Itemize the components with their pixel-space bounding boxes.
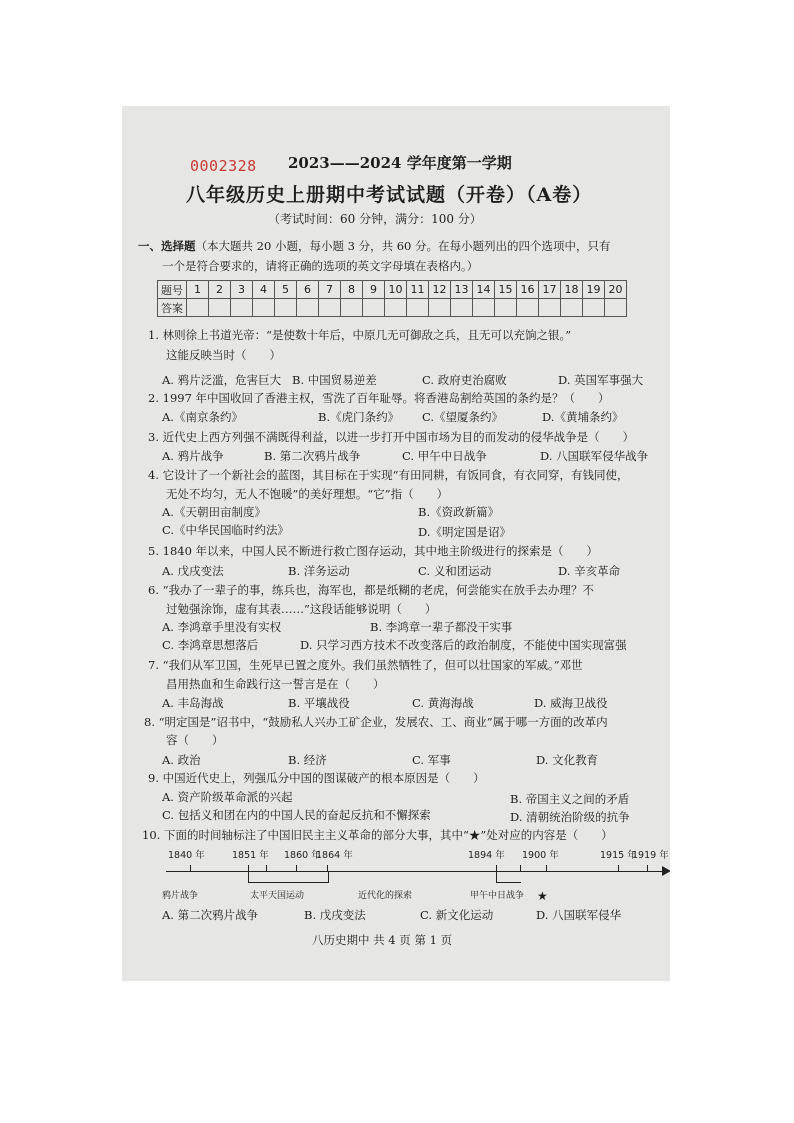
timeline-tick bbox=[496, 865, 497, 872]
timeline-tick bbox=[296, 865, 297, 872]
answer-table bbox=[157, 280, 627, 317]
instruction-line-2: 一个是符合要求的，请将正确的选项的英文字母填在表格内。） bbox=[162, 259, 479, 273]
question-1-option-a: A. 鸦片泛滥，危害巨大 bbox=[162, 373, 282, 387]
question-number-cell: 3 bbox=[231, 281, 253, 299]
answer-cell[interactable] bbox=[429, 299, 451, 317]
timeline-tick bbox=[618, 865, 619, 872]
question-5-stem: 5. 1840 年以来，中国人民不断进行救亡图存运动，其中地主阶级进行的探索是（ ） bbox=[148, 544, 599, 558]
answer-cell[interactable] bbox=[363, 299, 385, 317]
question-number-label: 题号 bbox=[158, 281, 187, 299]
question-number-cell: 12 bbox=[429, 281, 451, 299]
question-1-option-b: B. 中国贸易逆差 bbox=[292, 373, 377, 387]
timeline-year: 1860 年 bbox=[284, 850, 321, 861]
timeline-tick bbox=[546, 865, 547, 872]
school-year: 2023——2024 学年度第一学期 bbox=[288, 154, 512, 172]
timeline-axis bbox=[166, 871, 664, 872]
question-6-option-b: B. 李鸿章一辈子都没干实事 bbox=[370, 620, 513, 634]
answer-cell[interactable] bbox=[539, 299, 561, 317]
question-number-cell: 9 bbox=[363, 281, 385, 299]
question-8-option-a: A. 政治 bbox=[162, 753, 201, 767]
timeline-year: 1900 年 bbox=[522, 850, 559, 861]
question-5-option-d: D. 辛亥革命 bbox=[558, 564, 621, 578]
timeline-tick bbox=[266, 865, 267, 872]
question-2-stem: 2. 1997 年中国收回了香港主权，雪洗了百年耻辱。将香港岛割给英国的条约是？（ ） bbox=[148, 391, 610, 405]
timeline-year: 1851 年 bbox=[232, 850, 269, 861]
answer-cell[interactable] bbox=[605, 299, 627, 317]
question-6-stem: 6. “我办了一辈子的事，练兵也，海军也，都是纸糊的老虎，何尝能实在放手去办理？不 bbox=[148, 583, 595, 597]
question-number-cell: 6 bbox=[297, 281, 319, 299]
answer-cell[interactable] bbox=[319, 299, 341, 317]
question-9-option-d: D. 清朝统治阶级的抗争 bbox=[510, 810, 630, 824]
question-9-option-a: A. 资产阶级革命派的兴起 bbox=[162, 790, 293, 804]
question-3-stem: 3. 近代史上西方列强不满既得利益，以进一步打开中国市场为目的而发动的侵华战争是（ ） bbox=[148, 430, 635, 444]
question-5-option-b: B. 洋务运动 bbox=[288, 564, 350, 578]
question-number-cell: 5 bbox=[275, 281, 297, 299]
timeline-tick bbox=[647, 865, 648, 872]
question-8-stem: 8. “明定国是”诏书中，“鼓励私人兴办工矿企业，发展农、工、商业”属于哪一方面的改革内 bbox=[144, 715, 608, 729]
timeline-year: 1894 年 bbox=[468, 850, 505, 861]
question-number-cell: 16 bbox=[517, 281, 539, 299]
timeline-event: 鸦片战争 bbox=[162, 891, 199, 901]
timeline-year: 1840 年 bbox=[168, 850, 205, 861]
question-number-cell: 10 bbox=[385, 281, 407, 299]
question-5-option-c: C. 义和团运动 bbox=[418, 564, 492, 578]
question-8-stem-cont: 容（ ） bbox=[166, 733, 224, 747]
answer-cell[interactable] bbox=[495, 299, 517, 317]
question-2-option-d: D.《黄埔条约》 bbox=[542, 410, 624, 424]
timeline-tick bbox=[327, 865, 328, 872]
answer-cell[interactable] bbox=[451, 299, 473, 317]
section-heading: 一、选择题 bbox=[138, 239, 196, 253]
answer-cell[interactable] bbox=[385, 299, 407, 317]
answer-label: 答案 bbox=[158, 299, 187, 317]
page-footer: 八历史期中 共 4 页 第 1 页 bbox=[312, 933, 453, 947]
answer-cell[interactable] bbox=[297, 299, 319, 317]
timeline-arrow-icon bbox=[662, 866, 670, 876]
timeline-tick bbox=[190, 865, 191, 872]
question-6-option-a: A. 李鸿章手里没有实权 bbox=[162, 620, 282, 634]
question-6-stem-cont: 过勉强涂饰，虚有其表……”这段话能够说明（ ） bbox=[166, 602, 437, 616]
answer-cell[interactable] bbox=[407, 299, 429, 317]
question-number-cell: 18 bbox=[561, 281, 583, 299]
timeline-event: 甲午中日战争 bbox=[470, 891, 525, 901]
question-3-option-a: A. 鸦片战争 bbox=[162, 449, 224, 463]
question-number-cell: 19 bbox=[583, 281, 605, 299]
question-10-option-a: A. 第二次鸦片战争 bbox=[162, 908, 259, 922]
serial-number: 0002328 bbox=[190, 157, 257, 175]
exam-paper bbox=[122, 106, 670, 981]
question-1-option-d: D. 英国军事强大 bbox=[558, 373, 644, 387]
answer-cell[interactable] bbox=[473, 299, 495, 317]
answer-table-answer-row bbox=[158, 299, 627, 317]
taiping-bracket bbox=[248, 872, 297, 883]
question-7-stem-cont: 昌用热血和生命践行这一誓言是在（ ） bbox=[166, 677, 385, 691]
question-number-cell: 20 bbox=[605, 281, 627, 299]
question-number-cell: 7 bbox=[319, 281, 341, 299]
star-icon: ★ bbox=[537, 889, 548, 903]
section-instruction bbox=[138, 240, 611, 254]
question-number-cell: 14 bbox=[473, 281, 495, 299]
question-3-option-b: B. 第二次鸦片战争 bbox=[264, 449, 361, 463]
timeline-event: 太平天国运动 bbox=[250, 891, 305, 901]
question-10-stem: 10. 下面的时间轴标注了中国旧民主主义革命的部分大事，其中“★”处对应的内容是（ ） bbox=[142, 828, 613, 842]
question-7-option-b: B. 平壤战役 bbox=[288, 696, 350, 710]
answer-cell[interactable] bbox=[209, 299, 231, 317]
question-3-option-d: D. 八国联军侵华战争 bbox=[540, 449, 649, 463]
question-number-cell: 11 bbox=[407, 281, 429, 299]
question-6-option-c: C. 李鸿章思想落后 bbox=[162, 638, 259, 652]
question-6-option-d: D. 只学习西方技术不改变落后的政治制度，不能使中国实现富强 bbox=[300, 638, 627, 652]
question-1-stem: 1. 林则徐上书道光帝：“是使数十年后，中原几无可御敌之兵，且无可以充饷之银。” bbox=[148, 328, 572, 342]
answer-cell[interactable] bbox=[517, 299, 539, 317]
question-10-option-d: D. 八国联军侵华 bbox=[536, 908, 622, 922]
question-10-option-c: C. 新文化运动 bbox=[420, 908, 494, 922]
question-10-option-b: B. 戊戌变法 bbox=[304, 908, 366, 922]
instruction-line-1: （本大题共 20 小题，每小题 3 分，共 60 分。在每小题列出的四个选项中，只有 bbox=[195, 239, 611, 253]
question-7-stem: 7. “我们从军卫国，生死早已置之度外。我们虽然牺牲了，但可以壮国家的军威。”邓世 bbox=[148, 658, 583, 672]
question-5-option-a: A. 戊戌变法 bbox=[162, 564, 224, 578]
question-2-option-b: B.《虎门条约》 bbox=[318, 410, 400, 424]
question-9-option-b: B. 帝国主义之间的矛盾 bbox=[510, 792, 630, 806]
question-number-cell: 15 bbox=[495, 281, 517, 299]
exam-subtitle: （考试时间：60 分钟，满分：100 分） bbox=[268, 212, 482, 226]
question-7-option-c: C. 黄海海战 bbox=[412, 696, 474, 710]
question-number-cell: 1 bbox=[187, 281, 209, 299]
answer-cell[interactable] bbox=[253, 299, 275, 317]
question-2-option-c: C.《望厦条约》 bbox=[422, 410, 504, 424]
question-number-cell: 4 bbox=[253, 281, 275, 299]
question-8-option-c: C. 军事 bbox=[412, 753, 451, 767]
question-4-option-d: D.《明定国是诏》 bbox=[418, 525, 511, 539]
timeline-year: 1864 年 bbox=[316, 850, 353, 861]
answer-cell[interactable] bbox=[187, 299, 209, 317]
question-4-option-c: C.《中华民国临时约法》 bbox=[162, 523, 290, 537]
question-8-option-d: D. 文化教育 bbox=[536, 753, 599, 767]
timeline-event: 近代化的探索 bbox=[358, 891, 413, 901]
answer-cell[interactable] bbox=[275, 299, 297, 317]
question-number-cell: 2 bbox=[209, 281, 231, 299]
timeline-tick bbox=[248, 865, 249, 872]
question-9-stem: 9. 中国近代史上，列强瓜分中国的图谋破产的根本原因是（ ） bbox=[148, 771, 485, 785]
question-number-cell: 8 bbox=[341, 281, 363, 299]
answer-cell[interactable] bbox=[231, 299, 253, 317]
question-4-option-b: B.《资政新篇》 bbox=[418, 505, 500, 519]
answer-cell[interactable] bbox=[583, 299, 605, 317]
exam-title: 八年级历史上册期中考试试题（开卷）（A卷） bbox=[186, 184, 593, 206]
answer-cell[interactable] bbox=[561, 299, 583, 317]
question-1-option-c: C. 政府吏治腐败 bbox=[422, 373, 507, 387]
timeline-tick bbox=[520, 865, 521, 872]
question-number-cell: 13 bbox=[451, 281, 473, 299]
answer-cell[interactable] bbox=[341, 299, 363, 317]
question-9-option-c: C. 包括义和团在内的中国人民的奋起反抗和不懈探索 bbox=[162, 808, 431, 822]
question-7-option-d: D. 威海卫战役 bbox=[534, 696, 608, 710]
question-7-option-a: A. 丰岛海战 bbox=[162, 696, 224, 710]
question-2-option-a: A.《南京条约》 bbox=[162, 410, 243, 424]
question-8-option-b: B. 经济 bbox=[288, 753, 327, 767]
timeline-year: 1919 年 bbox=[632, 850, 669, 861]
answer-table-number-row bbox=[158, 281, 627, 299]
question-4-stem-cont: 无处不均匀，无人不饱暖”的美好理想。“它”指（ ） bbox=[166, 487, 449, 501]
question-4-stem: 4. 它设计了一个新社会的蓝图，其目标在于实现“有田同耕，有饭同食，有衣同穿，有钱同使， bbox=[148, 468, 629, 482]
modernization-bracket bbox=[296, 872, 329, 883]
jiawu-bracket bbox=[496, 872, 521, 883]
timeline-year: 1915 年 bbox=[600, 850, 637, 861]
question-4-option-a: A.《天朝田亩制度》 bbox=[162, 505, 266, 519]
question-number-cell: 17 bbox=[539, 281, 561, 299]
question-1-stem-cont: 这能反映当时（ ） bbox=[166, 348, 281, 362]
question-3-option-c: C. 甲午中日战争 bbox=[402, 449, 487, 463]
